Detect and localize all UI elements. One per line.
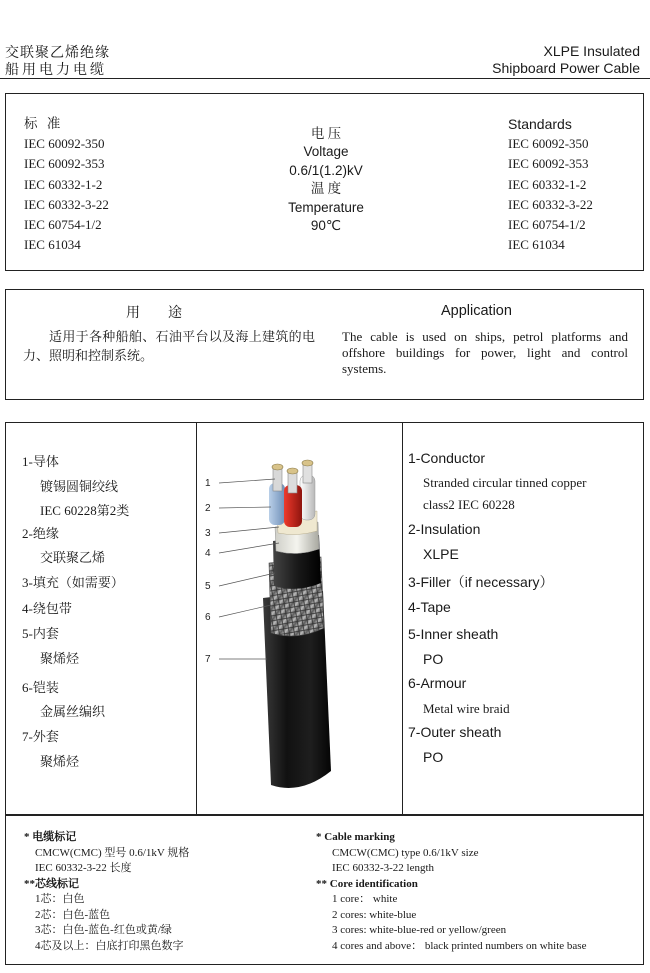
standard-item: IEC 60092-350 — [508, 136, 589, 152]
conductor-end — [287, 468, 298, 474]
en-outer-title: 7-Outer sheath — [408, 724, 502, 740]
cn-armour-desc: 金属丝编织 — [40, 704, 106, 719]
cn-armour-title: 6-铠装 — [22, 680, 59, 695]
application-title-en: Application — [441, 303, 512, 319]
en-core-title: ** Core identification — [316, 877, 418, 890]
cn-marking-line: CMCW(CMC) 型号 0.6/1kV 规格 — [35, 846, 190, 859]
application-panel — [5, 289, 644, 400]
temperature-value: 90℃ — [310, 218, 342, 234]
cn-marking-line: IEC 60332-3-22 长度 — [35, 862, 132, 874]
header-rule — [0, 78, 650, 79]
callout-label: 5 — [205, 581, 211, 592]
cn-core-line: 2芯：白色-蓝色 — [35, 908, 111, 921]
cn-core-line: 1芯：白色 — [35, 893, 85, 905]
standards-list-cn — [24, 114, 109, 255]
standard-item: IEC 60092-353 — [24, 156, 105, 172]
en-core-line: 2 cores: white-blue — [332, 908, 417, 921]
header-subtitle-en: Shipboard Power Cable — [492, 60, 640, 76]
cn-outer-title: 7-外套 — [22, 729, 59, 744]
cn-filler-title: 3-填充（如需要） — [22, 575, 124, 590]
conductor-end — [302, 460, 313, 466]
en-conductor-title: 1-Conductor — [408, 450, 486, 466]
standard-item: IEC 60092-353 — [508, 156, 589, 172]
en-armour-desc: Metal wire braid — [423, 701, 510, 716]
cn-core-line: 3芯：白色-蓝色-红色或黄/绿 — [35, 924, 172, 936]
cn-insulation-desc: 交联聚乙烯 — [40, 550, 106, 565]
application-title-cn: 用途 — [126, 306, 210, 321]
en-core-line: 3 cores: white-blue-red or yellow/green — [332, 924, 507, 936]
cn-conductor-title: 1-导体 — [22, 454, 59, 469]
voltage-label-en: Voltage — [303, 144, 349, 160]
en-inner-title: 5-Inner sheath — [408, 626, 499, 642]
standard-item: IEC 60332-1-2 — [508, 176, 587, 192]
cn-inner-title: 5-内套 — [22, 626, 59, 641]
cn-inner-desc: 聚烯烃 — [40, 651, 80, 666]
notes-cn — [24, 830, 189, 954]
en-core-line: 1 core： white — [332, 893, 398, 905]
standards-list-en — [508, 114, 593, 255]
standard-item: IEC 60754-1/2 — [24, 217, 102, 233]
cn-core-line: 4芯及以上：白底打印黑色数字 — [35, 939, 184, 952]
header-title-cn: 交联聚乙烯绝缘 — [5, 46, 110, 61]
en-conductor-class: class2 IEC 60228 — [423, 497, 515, 512]
en-outer-desc: PO — [423, 749, 444, 765]
application-text-en: The cable is used on ships, petrol platforms and offshore buildings for power, light and control systems. — [342, 329, 628, 376]
standard-item: IEC 60332-3-22 — [24, 196, 109, 212]
en-marking-title: * Cable marking — [316, 831, 395, 843]
temperature-label-cn: 温 度 — [310, 181, 342, 197]
cable-cross-section-illustration — [197, 423, 401, 814]
conductor-end — [272, 464, 283, 470]
en-marking-line: CMCW(CMC) type 0.6/1kV size — [332, 846, 479, 859]
ratings-block — [246, 125, 406, 235]
standards-panel — [5, 93, 644, 271]
callout-label: 3 — [205, 528, 211, 539]
header-title-en: XLPE Insulated — [543, 43, 640, 59]
voltage-label-cn: 电 压 — [310, 126, 342, 141]
application-text-cn: 适用于各种船舶、石油平台以及海上建筑的电力、照明和控制系统。 — [23, 329, 315, 363]
voltage-value: 0.6/1(1.2)kV — [289, 162, 363, 178]
temperature-label-en: Temperature — [288, 199, 364, 215]
cn-conductor-class: IEC 60228第2类 — [40, 503, 130, 518]
standards-title-cn: 标 准 — [24, 116, 64, 131]
callout-label: 4 — [205, 548, 211, 559]
callout-label: 1 — [205, 478, 211, 489]
callout-label: 6 — [205, 612, 211, 623]
header-subtitle-cn: 船用电力电缆 — [5, 63, 107, 78]
en-marking-line: IEC 60332-3-22 length — [332, 862, 435, 874]
standard-item: IEC 60332-3-22 — [508, 196, 593, 212]
cn-conductor-desc: 镀锡圆铜绞线 — [40, 479, 119, 494]
callout-label: 2 — [205, 503, 211, 514]
callout-label: 7 — [205, 654, 211, 665]
standard-item: IEC 60332-1-2 — [24, 176, 103, 192]
cn-tape-title: 4-绕包带 — [22, 601, 72, 616]
en-tape-title: 4-Tape — [408, 599, 451, 615]
notes-en — [316, 830, 586, 954]
en-insulation-title: 2-Insulation — [408, 521, 481, 537]
cn-insulation-title: 2-绝缘 — [22, 526, 59, 541]
standard-item: IEC 61034 — [508, 237, 565, 253]
en-insulation-desc: XLPE — [423, 546, 459, 562]
en-armour-title: 6-Armour — [408, 675, 467, 691]
standards-title-en: Standards — [508, 116, 572, 132]
cn-core-title: **芯线标记 — [24, 877, 79, 890]
column-divider — [402, 422, 403, 815]
en-conductor-desc: Stranded circular tinned copper — [423, 475, 587, 490]
standard-item: IEC 60092-350 — [24, 136, 105, 152]
standard-item: IEC 60754-1/2 — [508, 217, 586, 233]
cn-outer-desc: 聚烯烃 — [40, 754, 80, 769]
cn-marking-title: * 电缆标记 — [24, 831, 77, 843]
en-filler-title: 3-Filler（if necessary） — [408, 574, 554, 590]
en-core-line: 4 cores and above： black printed numbers on white base — [332, 939, 587, 952]
en-inner-desc: PO — [423, 651, 444, 667]
standard-item: IEC 61034 — [24, 237, 81, 253]
